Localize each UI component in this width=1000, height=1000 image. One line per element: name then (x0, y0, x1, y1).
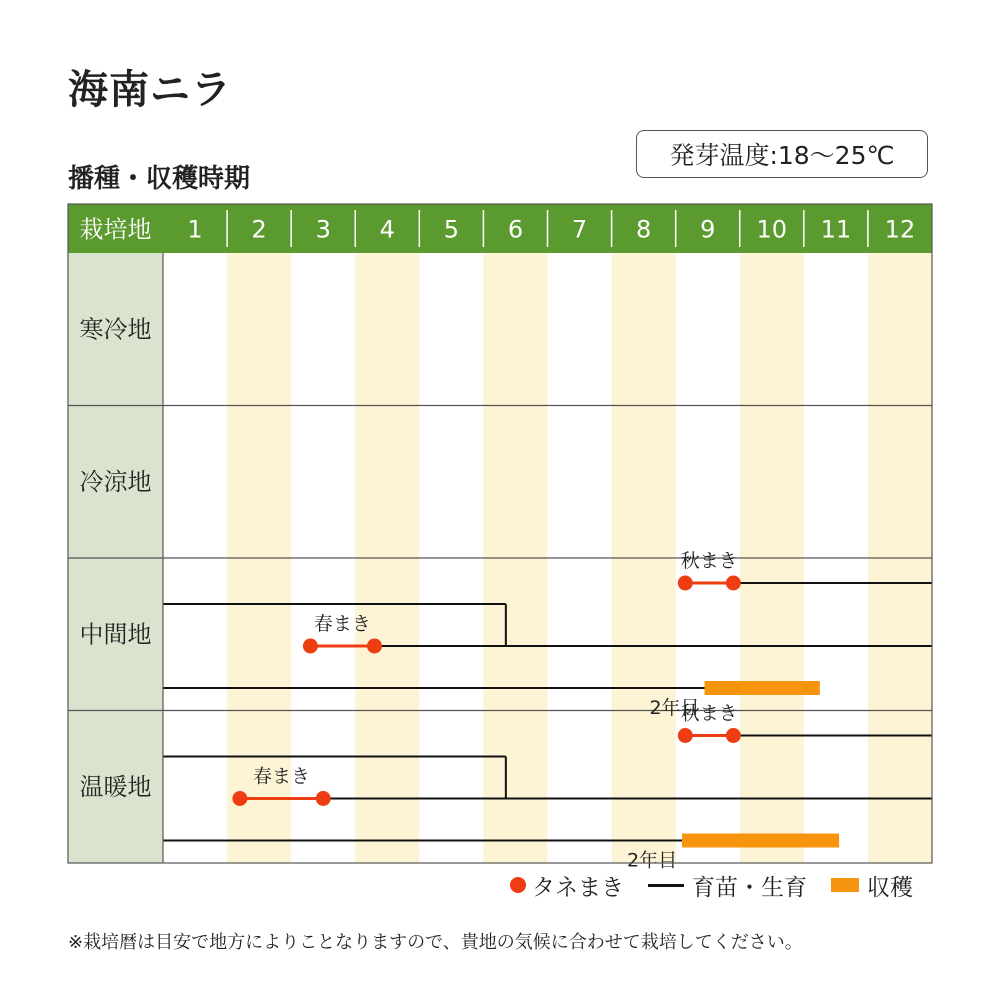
month-label-9: 9 (700, 215, 716, 244)
month-label-7: 7 (571, 215, 588, 244)
sowing-start-dot (232, 791, 247, 806)
region-label-0: 寒冷地 (79, 315, 152, 344)
region-label-2: 中間地 (79, 620, 152, 649)
region-label-3: 温暖地 (79, 772, 152, 801)
legend-growing (648, 869, 807, 902)
harvest-bar (682, 834, 839, 848)
legend-harvest (831, 869, 913, 902)
month-label-5: 5 (443, 215, 460, 244)
footnote: ※栽培暦は目安で地方によりことなりますので、貴地の気候に合わせて栽培してください。 (68, 932, 803, 953)
harvest-label: 2年目 (649, 697, 700, 719)
harvest-bar-icon (831, 878, 859, 892)
chart-legend (510, 868, 913, 902)
month-label-2: 2 (251, 215, 267, 244)
legend-sowing (510, 869, 624, 902)
month-label-8: 8 (635, 215, 652, 244)
sowing-start-dot (303, 639, 318, 654)
chart-subtitle: 播種・収穫時期 (68, 164, 251, 194)
sowing-label: 秋まき (680, 550, 738, 572)
month-label-4: 4 (379, 215, 395, 244)
germination-temp-badge: 発芽温度:18〜25℃ (636, 130, 928, 178)
page-title: 海南ニラ (68, 67, 232, 113)
legend-sowing-label: タネまき (532, 874, 624, 901)
sowing-label: 春まき (253, 765, 311, 788)
month-label-11: 11 (820, 215, 852, 244)
sowing-start-dot (678, 576, 693, 591)
growing-line-icon (648, 884, 684, 887)
chart-header-layer (68, 204, 932, 253)
sowing-end-dot (367, 639, 382, 654)
legend-growing-label: 育苗・生育 (692, 874, 807, 901)
month-label-12: 12 (884, 215, 916, 244)
sowing-label: 春まき (313, 613, 371, 635)
sowing-end-dot (316, 791, 331, 806)
sowing-label: 秋まき (680, 702, 738, 725)
sowing-dot-icon (510, 877, 526, 893)
harvest-bar (705, 681, 820, 695)
harvest-label: 2年目 (627, 849, 678, 872)
month-label-10: 10 (756, 215, 788, 244)
sowing-end-dot (726, 576, 741, 591)
header-region-label: 栽培地 (79, 215, 152, 244)
legend-harvest-label: 収穫 (867, 874, 913, 901)
sowing-start-dot (678, 728, 693, 743)
month-label-1: 1 (187, 215, 203, 244)
month-label-3: 3 (315, 215, 331, 244)
region-label-1: 冷涼地 (79, 467, 152, 496)
month-label-6: 6 (507, 215, 524, 244)
sowing-end-dot (726, 728, 741, 743)
